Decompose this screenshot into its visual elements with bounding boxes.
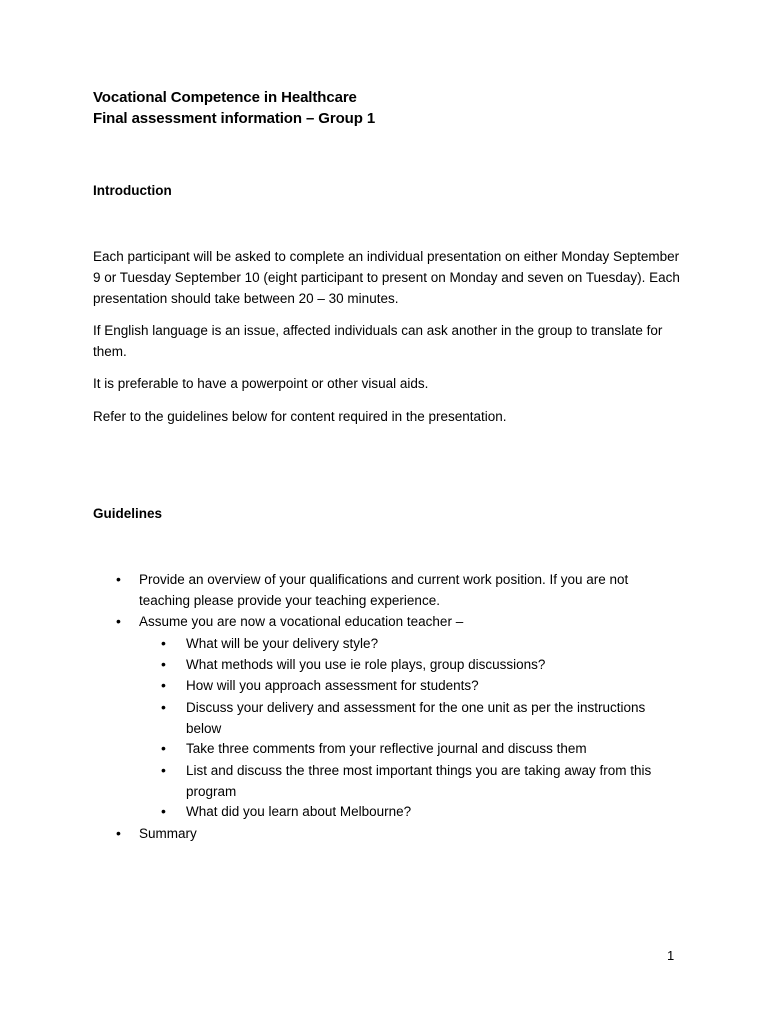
document-title-line-2: Final assessment information – Group 1 [93,110,376,127]
bullet-icon: • [116,571,121,587]
sub-list-item-text: List and discuss the three most important things you are taking away from this program [186,763,652,799]
bullet-icon: • [161,656,166,672]
bullet-icon: • [161,762,166,778]
document-title-line-1: Vocational Competence in Healthcare [93,89,357,106]
page-number: 1 [667,948,675,963]
bullet-icon: • [161,699,166,715]
bullet-icon: • [161,635,166,651]
bullet-icon: • [161,677,166,693]
intro-paragraph-1: Each participant will be asked to complete an individual presentation on either Monday September 9 or Tuesday September 10 (eight participant to present on Monday and seven on Tuesday). Each presentation should take between 20 – 30 minutes. [93,249,680,306]
list-item-text: Summary [139,826,197,841]
sub-list-item-text: What will be your delivery style? [186,636,379,651]
bullet-icon: • [161,803,166,819]
introduction-heading: Introduction [93,183,172,198]
sub-list-item-text: Take three comments from your reflective journal and discuss them [186,741,587,756]
sub-list-item-text: What did you learn about Melbourne? [186,804,412,819]
sub-list-item-text: How will you approach assessment for students? [186,678,479,693]
sub-list-item-text: What methods will you use ie role plays, group discussions? [186,657,546,672]
list-item-text: Provide an overview of your qualifications and current work position. If you are not teaching please provide your teaching experience. [139,572,629,608]
intro-paragraph-4: Refer to the guidelines below for content required in the presentation. [93,409,507,424]
intro-paragraph-2: If English language is an issue, affected individuals can ask another in the group to translate for them. [93,323,663,359]
sub-list-item-text: Discuss your delivery and assessment for the one unit as per the instructions below [186,700,646,736]
list-item-text: Assume you are now a vocational education teacher – [139,614,464,629]
bullet-icon: • [116,825,121,841]
guidelines-heading: Guidelines [93,506,163,521]
intro-paragraph-3: It is preferable to have a powerpoint or other visual aids. [93,376,429,391]
bullet-icon: • [116,613,121,629]
bullet-icon: • [161,740,166,756]
